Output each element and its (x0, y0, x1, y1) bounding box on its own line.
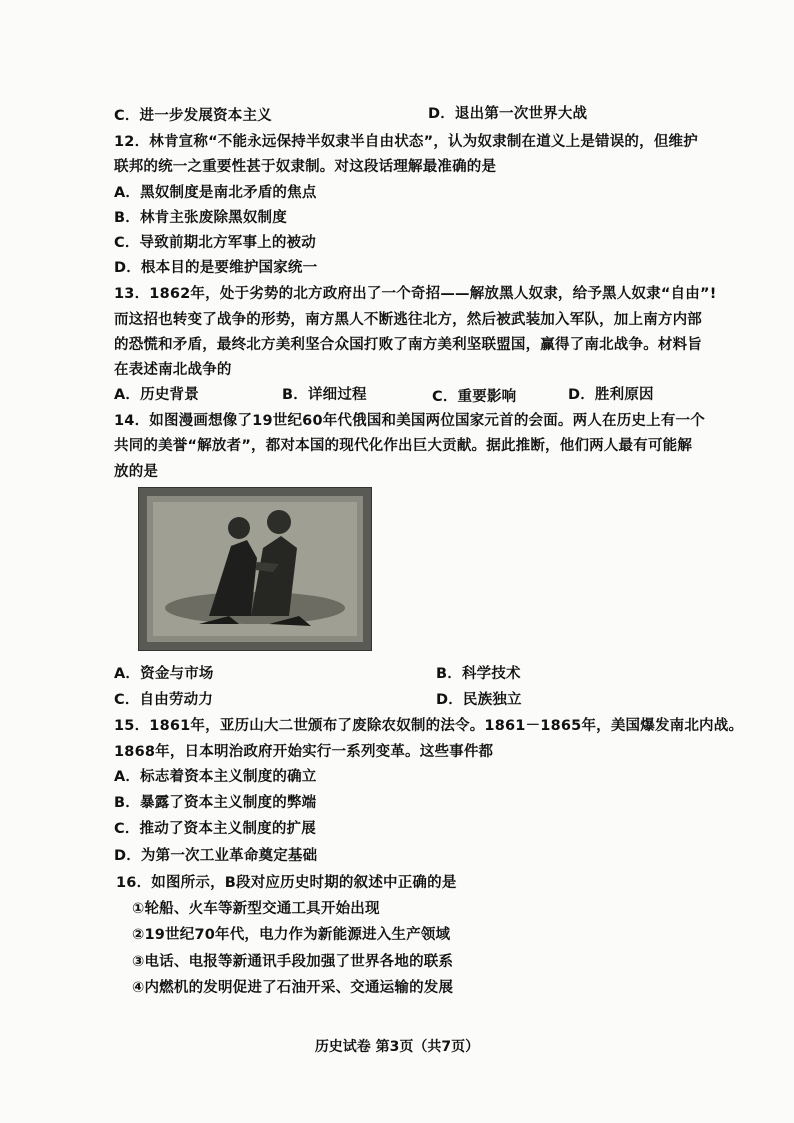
q13-option-a: A．历史背景 (114, 387, 199, 403)
q14-stem-line-2: 共同的美誉“解放者”，都对本国的现代化作出巨大贡献。据此推断，他们两人最有可能解 (114, 438, 693, 454)
q15-option-a: A．标志着资本主义制度的确立 (114, 769, 317, 785)
q14-option-d: D．民族独立 (436, 692, 522, 708)
cartoon-image (138, 487, 372, 651)
q14-option-c: C．自由劳动力 (114, 692, 214, 708)
q13-stem-line-2: 而这招也转变了战争的形势，南方黑人不断逃往北方，然后被武装加入军队，加上南方内部 (114, 312, 702, 328)
q13-stem-line-1: 13．1862年，处于劣势的北方政府出了一个奇招——解放黑人奴隶，给予黑人奴隶“自由”! (114, 286, 717, 302)
q13-option-b: B．详细过程 (282, 387, 367, 403)
q14-option-a: A．资金与市场 (114, 666, 214, 682)
q16-stem: 16．如图所示，B段对应历史时期的叙述中正确的是 (116, 875, 457, 891)
q13-option-d: D．胜利原因 (568, 387, 654, 403)
q11-option-d: D．退出第一次世界大战 (428, 106, 588, 122)
q16-item-4: ④内燃机的发明促进了石油开采、交通运输的发展 (132, 980, 454, 996)
q14-stem-line-3: 放的是 (114, 464, 159, 480)
page-footer: 历史试卷 第3页（共7页） (314, 1039, 480, 1055)
q12-option-c: C．导致前期北方军事上的被动 (114, 235, 316, 251)
q15-stem-line-2: 1868年，日本明治政府开始实行一系列变革。这些事件都 (114, 744, 494, 760)
q13-option-c: C．重要影响 (432, 389, 517, 405)
q13-stem-line-4: 在表述南北战争的 (114, 362, 232, 378)
q12-option-a: A．黑奴制度是南北矛盾的焦点 (114, 185, 317, 201)
q16-item-1: ①轮船、火车等新型交通工具开始出现 (132, 901, 380, 917)
q12-stem-line-2: 联邦的统一之重要性甚于奴隶制。对这段话理解最准确的是 (114, 159, 497, 175)
q15-option-d: D．为第一次工业革命奠定基础 (114, 848, 318, 864)
q13-stem-line-3: 的恐慌和矛盾，最终北方美利坚合众国打败了南方美利坚联盟国，赢得了南北战争。材料旨 (114, 337, 702, 353)
q15-stem-line-1: 15．1861年，亚历山大二世颁布了废除农奴制的法令。1861－1865年，美国爆发南北内战。 (114, 718, 744, 734)
q12-option-b: B．林肯主张废除黑奴制度 (114, 210, 287, 226)
q11-option-c: C．进一步发展资本主义 (114, 108, 272, 124)
q16-item-2: ②19世纪70年代，电力作为新能源进入生产领域 (132, 927, 451, 943)
q15-option-b: B．暴露了资本主义制度的弊端 (114, 795, 317, 811)
q12-stem-line-1: 12．林肯宣称“不能永远保持半奴隶半自由状态”，认为奴隶制在道义上是错误的，但维护 (114, 134, 698, 150)
q12-option-d: D．根本目的是要维护国家统一 (114, 260, 318, 276)
q14-stem-line-1: 14．如图漫画想像了19世纪60年代俄国和美国两位国家元首的会面。两人在历史上有一个 (114, 413, 705, 429)
q14-option-b: B．科学技术 (436, 666, 521, 682)
q15-option-c: C．推动了资本主义制度的扩展 (114, 821, 316, 837)
q16-item-3: ③电话、电报等新通讯手段加强了世界各地的联系 (132, 954, 454, 970)
